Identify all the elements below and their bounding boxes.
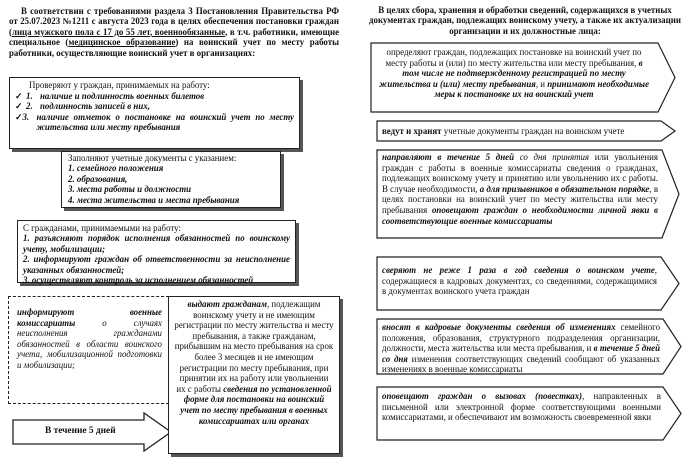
block-send-bold-1: направляют в течение 5 дней	[382, 152, 515, 162]
check-item-text: наличие и подлинность военных билетов	[40, 90, 205, 101]
block-send-bold-3: оповещают граждан о необходимости личной явки в соответствующие военные комиссариаты	[382, 204, 659, 226]
block-register-text-1: определяют граждан, подлежащих постановке на воинский учет по месту работы и (или) по месту жительства или месту пребывания,	[385, 47, 642, 68]
intro-text-1: В соответствии с требованиями раздела 3 Постановления Правительства РФ от 25.07.2023 №1211 с августа 2023 года в целях обеспечения постановки граждан (	[9, 6, 339, 37]
citizens-item-text: информируют граждан об ответственности за неисполнение указанных обязанностей;	[23, 254, 290, 275]
intro-underline-3: медицинское образование	[68, 37, 176, 48]
block-notify-text: , направленных в письменной или электронной форме соответствующими военными комиссариатами, и обеспечивают им возможность своевременной явки	[382, 391, 661, 423]
block-changes-text-2: изменения соответствующих сведений сообщают об указанных изменениях в военные комиссариаты	[382, 353, 661, 375]
block-keep-bold: ведут и хранят	[382, 126, 442, 136]
citizens-item-number: 3.	[23, 275, 30, 286]
check-item	[15, 112, 294, 133]
fill-item: 4. места жительства и места пребывания	[68, 194, 240, 205]
block-send-bold-2: а для призывников в обязательном порядке	[479, 183, 650, 194]
check-title	[15, 80, 294, 91]
intro-underline-2: , военнообязанные	[149, 26, 226, 37]
block-send-text-2: , в целях постановки на воинский учет по месту жительства или месту пребывания	[382, 183, 659, 215]
block-verify-bold: сверяют не реже 1 раза в год сведения о воинском учете	[382, 265, 655, 275]
check-mark-icon: ✓	[15, 101, 23, 112]
check-item	[15, 101, 294, 112]
check-item-number: 1.	[26, 90, 33, 101]
inform-box	[8, 296, 169, 404]
check-mark-icon: ✓	[15, 111, 23, 122]
block-keep	[376, 120, 677, 142]
block-register-text-2: , и	[535, 78, 546, 89]
citizens-item	[23, 233, 290, 254]
check-item	[15, 91, 294, 102]
check-item-text: наличие отметок о постановке на воинский учет по месту жительства или месту пребывания	[36, 111, 294, 133]
block-changes-bold-1: вносят в кадровые документы сведения об изменениях	[382, 322, 616, 332]
five-days-label: В течение 5 дней	[45, 426, 116, 436]
block-send-italic: со дня принятия	[519, 152, 590, 162]
block-changes-text-1: семейного положения, образования, структурного подразделения организации, должности, места жительства или места пребывания, и	[382, 322, 661, 354]
block-changes-bold-2: в течение 5 дней со дня	[382, 343, 661, 364]
inform-bold: информируют военные комиссариаты	[17, 307, 162, 328]
five-days-arrow	[11, 412, 174, 452]
citizens-title: С гражданами, принимаемыми на работу:	[23, 223, 181, 233]
intro-text-3: ) на воинский учет по месту работы работники, осуществляющие воинский учет в организациях:	[9, 37, 340, 58]
issue-bold: выдают гражданам	[187, 299, 267, 309]
fill-box	[61, 151, 281, 208]
block-register-bold-2: принимают необходимые меры к постановке их на воинский учет	[434, 78, 650, 100]
check-box	[9, 77, 300, 149]
block-keep-text: учетные документы граждан на воинском учете	[443, 126, 625, 136]
citizens-item	[23, 254, 290, 275]
intro-paragraph	[9, 6, 339, 58]
fill-title: Заполняют учетные документы с указанием:	[68, 153, 237, 163]
check-item-text: подлинность записей в них,	[40, 101, 150, 112]
check-item-number: 3.	[22, 111, 30, 122]
right-title: В целях сбора, хранения и обработки сведений, содержащихся в учетных документах граждан, подлежащих воинскому учету, а также их актуализации организации и их должностные лица:	[369, 5, 681, 36]
fill-item: 1. семейного положения	[68, 163, 164, 174]
block-send-text-1: или увольнения граждан с работы в военные комиссариаты сведения о гражданах, подлежащих воинскому учету и принятию или увольнению их с работы. В случае необходимости,	[382, 152, 658, 194]
check-mark-icon: ✓	[15, 90, 23, 101]
citizens-item-text: осуществляют контроль за исполнением обязанностей	[31, 275, 254, 286]
check-title-text: Проверяют у граждан, принимаемых на работу:	[29, 80, 210, 90]
intro-underline-1: лица мужского пола с 17 до 55 лет	[11, 26, 150, 37]
citizens-item-number: 1.	[23, 233, 30, 244]
citizens-item	[23, 275, 290, 285]
block-register-bold-1: в том числе не подтвержденному регистрацией по месту жительства и (или) месту пребывания	[378, 57, 643, 89]
block-notify-bold: оповещают граждан о вызовах (повестках)	[382, 391, 583, 401]
issue-bold-2: сведения по установленной форме для постановки на воинский учет по месту пребывания в военных комиссариатах или органах	[180, 383, 332, 426]
issue-text: , подлежащим воинскому учету и не имеющим регистрации по месту жительства и месту пребывания, а также гражданам, прибывшим на место пребывания на срок более 3 месяцев и не имеющим регистрации по месту пребывания, при принятии их на работу или увольнении их с работы	[174, 299, 334, 394]
block-register	[370, 42, 677, 113]
block-notify	[376, 386, 683, 441]
citizens-item-number: 2.	[23, 254, 30, 265]
issue-box	[168, 296, 340, 454]
intro-text-2: , в т.ч. работники, имеющие специальное (	[9, 26, 340, 48]
inform-text: о случаях неисполнения гражданами обязанностей в области воинского учета, мобилизационной подготовки и мобилизации;	[17, 317, 162, 370]
block-verify-text: , содержащиеся в кадровых документах, со сведениями, содержащимися в документах воинского учета граждан	[382, 265, 657, 297]
block-verify	[376, 256, 681, 311]
citizens-box	[17, 220, 296, 286]
fill-item: 3. места работы и должности	[68, 184, 192, 195]
fill-item: 2. образования,	[68, 173, 128, 184]
check-item-number: 2.	[26, 101, 33, 112]
block-send	[376, 149, 681, 239]
citizens-item-text: разъясняют порядок исполнения обязанностей по воинскому учету, мобилизации;	[23, 233, 290, 254]
block-changes	[376, 318, 683, 375]
